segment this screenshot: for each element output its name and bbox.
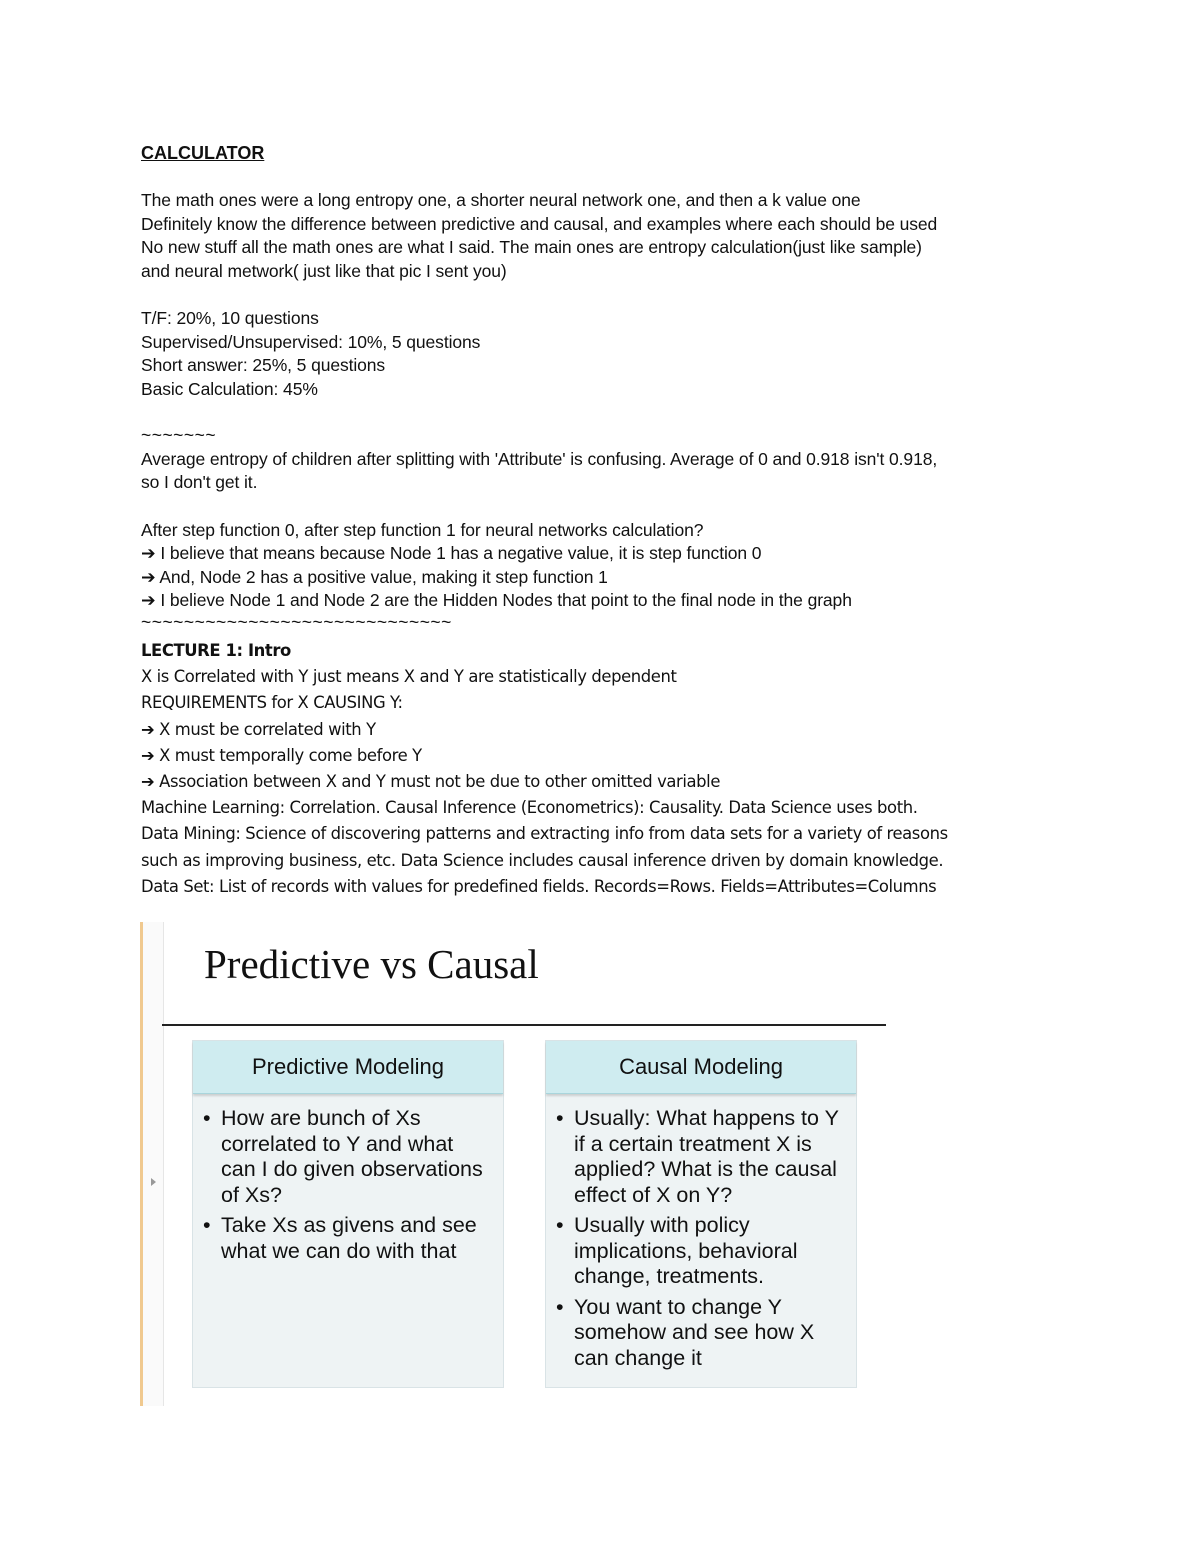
exam-breakdown xyxy=(141,307,1061,401)
bullet-icon: • xyxy=(556,1294,564,1319)
nn-answer: ➔ I believe that means because Node 1 has a negative value, it is step function 0 xyxy=(141,543,762,563)
bullet-text: You want to change Y somehow and see how X can change it xyxy=(574,1294,815,1370)
intro-line: Definitely know the difference between predictive and causal, and examples where each should be used xyxy=(141,213,938,234)
bullet-icon: • xyxy=(556,1106,564,1130)
lecture-section xyxy=(141,638,1081,900)
lecture-title: LECTURE 1: Intro xyxy=(141,641,291,660)
separator-short: ~~~~~~~ xyxy=(141,425,217,445)
breakdown-line: T/F: 20%, 10 questions xyxy=(141,308,319,328)
bullet-text: Take Xs as givens and see what we can do with that xyxy=(221,1213,477,1263)
lecture-line: Data Set: List of records with values for predefined fields. Records=Rows. Fields=Attributes=Columns xyxy=(141,876,937,896)
entropy-note-line: so I don't get it. xyxy=(141,472,258,492)
lecture-line: REQUIREMENTS for X CAUSING Y: xyxy=(141,693,403,713)
lecture-line: Machine Learning: Correlation. Causal Inference (Econometrics): Causality. Data Science uses both. xyxy=(141,798,918,818)
intro-line: and neural metwork( just like that pic I sent you) xyxy=(141,260,507,281)
bullet-text: Usually: What happens to Y if a certain treatment X is applied? What is the causal effect of X on Y? xyxy=(574,1106,839,1207)
breakdown-line: Supervised/Unsupervised: 10%, 5 questions xyxy=(141,331,481,352)
lecture-line: such as improving business, etc. Data Science includes causal inference driven by domain knowledge. xyxy=(141,850,944,870)
slide-divider xyxy=(162,1024,886,1026)
causal-modeling-box xyxy=(545,1040,857,1388)
expand-arrow-icon xyxy=(151,1178,156,1186)
bullet-list xyxy=(546,1094,856,1371)
page-heading: CALCULATOR xyxy=(141,143,265,163)
bullet-list xyxy=(193,1094,503,1264)
separator-long: ~~~~~~~~~~~~~~~~~~~~~~~~~~~~~ xyxy=(141,611,452,632)
nn-answer: ➔ And, Node 2 has a positive value, making it step function 1 xyxy=(141,566,608,587)
lecture-line: ➔ X must temporally come before Y xyxy=(141,745,422,765)
nn-question: After step function 0, after step function 1 for neural networks calculation? xyxy=(141,519,704,540)
slide-image xyxy=(140,922,900,1406)
bullet-item xyxy=(556,1213,842,1290)
slide-sidebar xyxy=(140,922,164,1406)
bullet-item xyxy=(556,1294,842,1372)
lecture-line: Data Mining: Science of discovering patterns and extracting info from data sets for a variety of reasons xyxy=(141,824,948,844)
lecture-line: ➔ Association between X and Y must not be due to other omitted variable xyxy=(141,772,721,792)
entropy-note-line: Average entropy of children after splitting with 'Attribute' is confusing. Average of 0 and 0.918 isn't 0.918, xyxy=(141,448,938,469)
notes-section xyxy=(141,424,1061,631)
bullet-icon: • xyxy=(203,1106,211,1130)
bullet-item xyxy=(556,1106,842,1208)
bullet-text: Usually with policy implications, behavioral change, treatments. xyxy=(574,1213,798,1288)
bullet-item xyxy=(203,1106,489,1208)
bullet-item xyxy=(203,1213,489,1264)
box-header: Predictive Modeling xyxy=(193,1041,503,1094)
intro-paragraph xyxy=(141,189,1061,283)
predictive-modeling-box xyxy=(192,1040,504,1388)
lecture-line: ➔ X must be correlated with Y xyxy=(141,719,376,739)
slide-title: Predictive vs Causal xyxy=(204,941,539,987)
bullet-text: How are bunch of Xs correlated to Y and what can I do given observations of Xs? xyxy=(221,1106,483,1207)
breakdown-line: Short answer: 25%, 5 questions xyxy=(141,355,386,375)
breakdown-line: Basic Calculation: 45% xyxy=(141,378,318,399)
bullet-icon: • xyxy=(556,1213,564,1237)
intro-line: The math ones were a long entropy one, a shorter neural network one, and then a k value one xyxy=(141,190,861,210)
nn-answer: ➔ I believe Node 1 and Node 2 are the Hidden Nodes that point to the final node in the graph xyxy=(141,590,852,610)
intro-line: No new stuff all the math ones are what I said. The main ones are entropy calculation(just like sample) xyxy=(141,237,922,257)
lecture-line: X is Correlated with Y just means X and Y are statistically dependent xyxy=(141,667,677,687)
bullet-icon: • xyxy=(203,1213,211,1237)
box-header: Causal Modeling xyxy=(546,1041,856,1094)
